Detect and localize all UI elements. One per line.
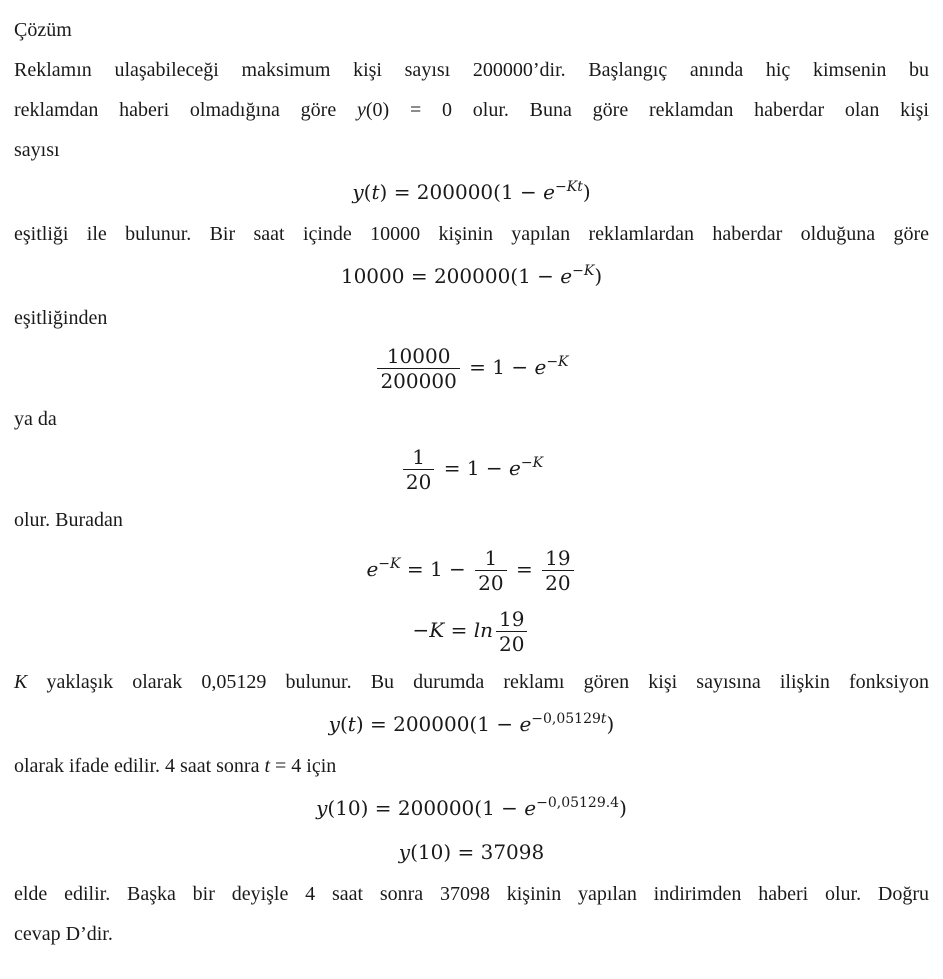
equation-7 xyxy=(14,702,929,746)
equation-6 xyxy=(14,601,929,662)
paragraph-line xyxy=(14,746,929,786)
superscript-exponent: −K xyxy=(520,455,544,471)
math-text: ) = 200000(1 − xyxy=(355,712,520,736)
math-text: ) = 200000(1 − xyxy=(379,180,544,204)
math-text: ( xyxy=(363,180,372,204)
math-variable: e xyxy=(509,456,521,480)
fraction-numerator: 1 xyxy=(475,546,506,571)
math-variable: y xyxy=(316,796,328,820)
paragraph-line xyxy=(14,90,929,130)
math-variable: e xyxy=(534,355,547,379)
paragraph-line: Reklamın ulaşabileceği maksimum kişi sayısı 200000’dir. Başlangıç anında hiç kimsenin bu xyxy=(14,59,929,81)
math-variable: e xyxy=(543,180,555,204)
fraction xyxy=(475,546,506,595)
paragraph-line xyxy=(14,662,929,702)
math-variable: t xyxy=(347,712,356,736)
math-text: = 1 − xyxy=(462,355,535,379)
fraction-denominator: 20 xyxy=(405,470,432,494)
math-text: ) xyxy=(619,796,627,820)
paragraph-line: elde edilir. Başka bir deyişle 4 saat sonra 37098 kişinin yapılan indirimden haberi olur. Doğru xyxy=(14,883,929,905)
text-run: yaklaşık olarak 0,05129 bulunur. Bu durumda reklamı gören kişi sayısına ilişkin fonksiyon xyxy=(27,671,929,693)
solution-heading: Çözüm xyxy=(14,19,72,41)
math-variable: e xyxy=(524,796,537,820)
text-run: olarak ifade edilir. 4 saat sonra xyxy=(14,755,265,777)
equation-1 xyxy=(14,170,929,214)
text-run: = 4 için xyxy=(270,755,337,777)
math-variable: y xyxy=(352,180,364,204)
math-text: 10000 = 200000(1 − xyxy=(340,264,561,288)
math-variable: e xyxy=(366,557,379,581)
text-run: reklamdan haberi olmadığına göre xyxy=(14,99,357,121)
paragraph-line: cevap D’dir. xyxy=(14,923,113,945)
math-variable: e xyxy=(560,264,573,288)
math-function-ln: ln xyxy=(473,618,494,642)
math-text: ) xyxy=(582,180,591,204)
fraction-denominator: 20 xyxy=(545,571,571,595)
paragraph-line: eşitliğinden xyxy=(14,307,108,329)
superscript-exponent-variable: t xyxy=(600,711,607,727)
equation-9 xyxy=(14,830,929,874)
fraction-denominator: 20 xyxy=(478,571,504,595)
math-text: − xyxy=(412,618,430,642)
math-variable: K xyxy=(14,671,28,693)
equation-3 xyxy=(14,338,929,399)
math-variable: e xyxy=(519,712,532,736)
math-text: = 1 − xyxy=(400,557,473,581)
math-variable: y xyxy=(398,840,411,864)
superscript-exponent: −Kt xyxy=(555,179,583,195)
math-variable: y xyxy=(356,99,366,121)
fraction-denominator: 20 xyxy=(499,632,525,656)
fraction xyxy=(496,607,527,656)
math-variable: y xyxy=(328,712,340,736)
math-variable: t xyxy=(264,755,271,777)
text-run: (0) = 0 olur. Buna göre reklamdan haberdar olan kişi xyxy=(365,99,929,121)
fraction-numerator: 19 xyxy=(542,546,573,571)
superscript-exponent: −K xyxy=(378,556,401,572)
equation-2 xyxy=(14,254,929,298)
equation-8 xyxy=(14,786,929,830)
paragraph-line: ya da xyxy=(14,408,57,430)
math-variable: K xyxy=(429,618,445,642)
math-text: ( xyxy=(339,712,348,736)
math-text: = xyxy=(444,618,474,642)
superscript-exponent: −0,05129 xyxy=(531,711,601,727)
fraction-numerator: 1 xyxy=(403,445,434,470)
paragraph-line: olur. Buradan xyxy=(14,509,123,531)
fraction xyxy=(377,344,459,393)
fraction xyxy=(403,445,434,494)
equation-5 xyxy=(14,540,929,601)
math-text: ) xyxy=(594,264,603,288)
math-text: ) xyxy=(606,712,615,736)
fraction xyxy=(542,546,573,595)
paragraph-line: sayısı xyxy=(14,139,60,161)
math-variable: t xyxy=(371,180,380,204)
fraction-numerator: 19 xyxy=(496,607,527,632)
math-text: = 1 − xyxy=(437,456,510,480)
superscript-exponent: −K xyxy=(546,354,569,370)
math-text: (10) = 200000(1 − xyxy=(327,796,525,820)
fraction-numerator: 10000 xyxy=(377,344,459,369)
superscript-exponent: −K xyxy=(572,263,595,279)
paragraph-line: eşitliği ile bulunur. Bir saat içinde 10000 kişinin yapılan reklamlardan haberdar olduğuna göre xyxy=(14,223,929,245)
fraction-denominator: 200000 xyxy=(380,369,457,393)
superscript-exponent: −0,05129.4 xyxy=(536,795,620,811)
math-text: (10) = 37098 xyxy=(410,840,545,864)
math-text: = xyxy=(509,557,540,581)
equation-4 xyxy=(14,439,929,500)
